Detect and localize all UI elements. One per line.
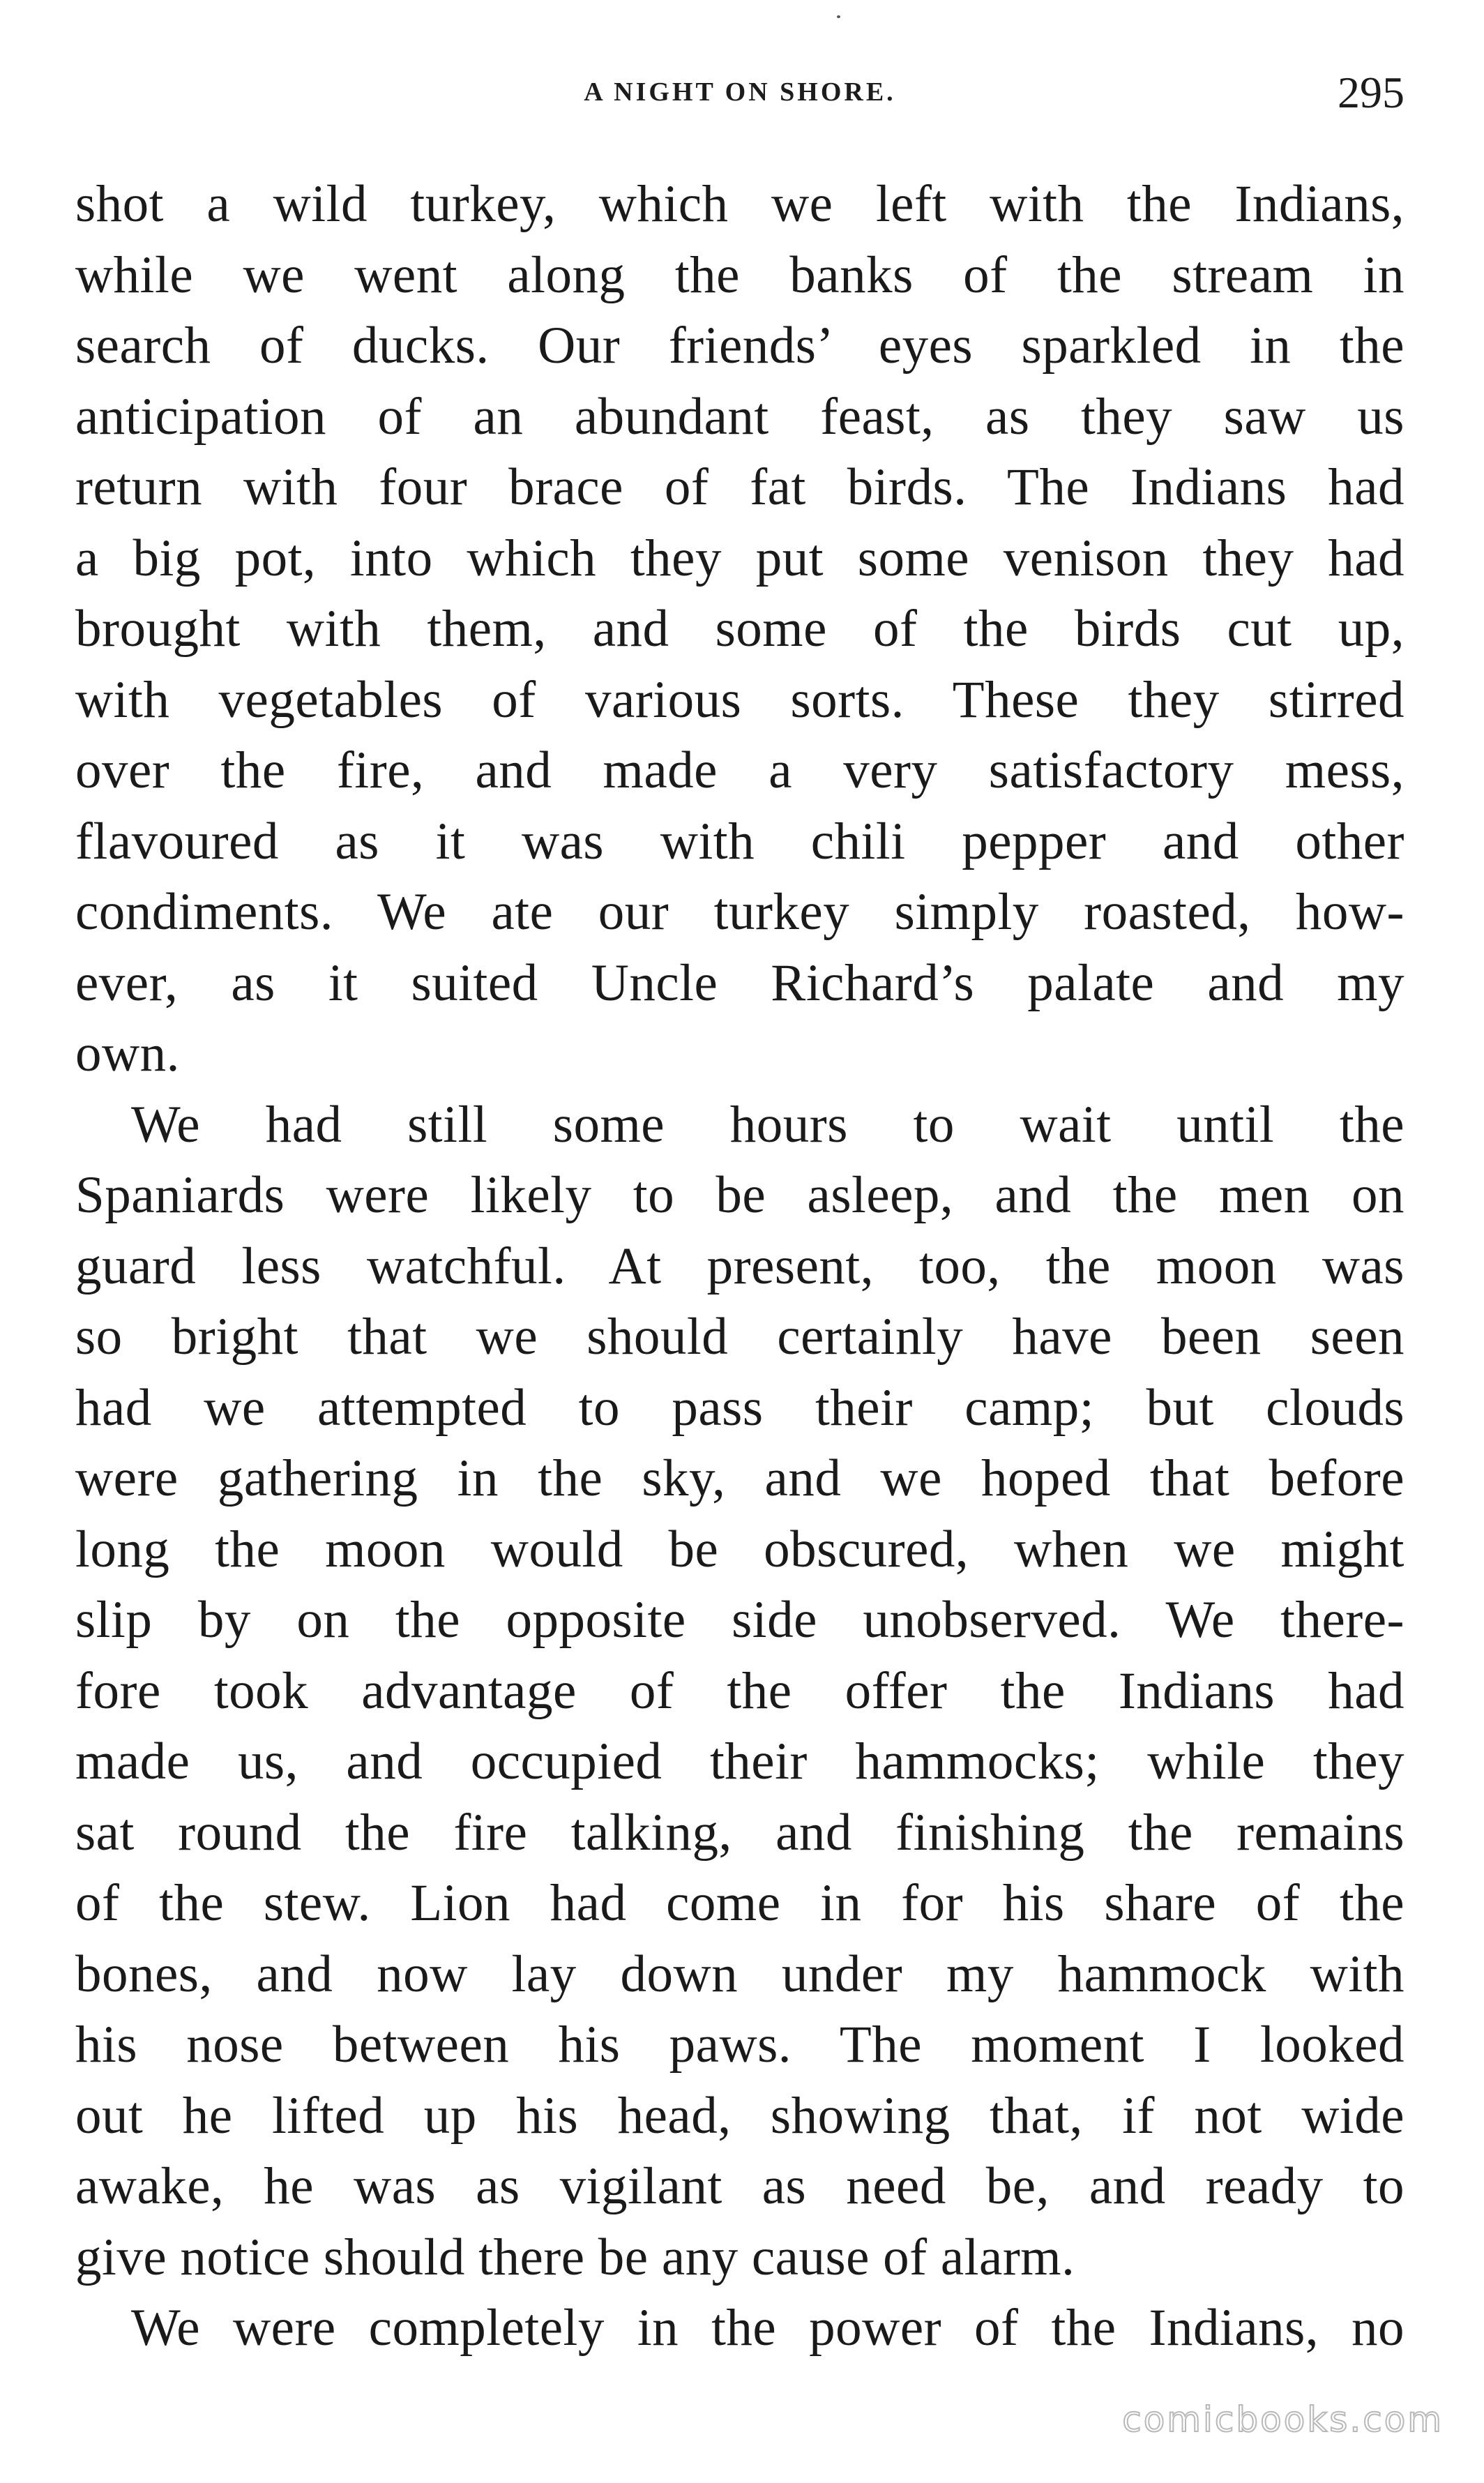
running-head bbox=[75, 67, 1404, 123]
text-line: Spaniards were likely to be asleep, and the men on bbox=[75, 1166, 1404, 1224]
text-line: anticipation of an abundant feast, as they saw us bbox=[75, 387, 1404, 446]
text-line: his nose between his paws. The moment I looked bbox=[75, 2016, 1404, 2074]
paragraph-3 bbox=[75, 2293, 1404, 2364]
text-line: We had still some hours to wait until the bbox=[131, 1095, 1404, 1154]
text-line: a big pot, into which they put some venison they had bbox=[75, 529, 1404, 587]
text-line: awake, he was as vigilant as need be, and ready to bbox=[75, 2157, 1404, 2215]
paragraph-1 bbox=[75, 169, 1404, 1089]
body-text bbox=[75, 169, 1404, 2364]
text-line: We were completely in the power of the Indians, no bbox=[131, 2299, 1404, 2357]
text-line: give notice should there be any cause of alarm. bbox=[75, 2228, 1075, 2286]
text-line: were gathering in the sky, and we hoped that before bbox=[75, 1449, 1404, 1507]
text-line: long the moon would be obscured, when we might bbox=[75, 1520, 1404, 1578]
text-line: return with four brace of fat birds. The Indians had bbox=[75, 458, 1404, 516]
print-speck bbox=[837, 15, 840, 18]
text-line: ever, as it suited Uncle Richard’s palate and my bbox=[75, 953, 1404, 1012]
text-line: flavoured as it was with chili pepper and other bbox=[75, 812, 1404, 870]
text-line: brought with them, and some of the birds cut up, bbox=[75, 600, 1404, 658]
text-line: with vegetables of various sorts. These they stirred bbox=[75, 670, 1404, 729]
running-title: A NIGHT ON SHORE. bbox=[584, 77, 896, 107]
paragraph-2 bbox=[75, 1089, 1404, 2293]
text-line: condiments. We ate our turkey simply roasted, how- bbox=[75, 883, 1404, 941]
site-watermark: comicbooks.com bbox=[1122, 2399, 1444, 2440]
text-line: over the fire, and made a very satisfactory mess, bbox=[75, 741, 1404, 799]
text-line: slip by on the opposite side unobserved. We there- bbox=[75, 1591, 1404, 1649]
text-line: own. bbox=[75, 1025, 180, 1082]
text-line: so bright that we should certainly have been seen bbox=[75, 1308, 1404, 1366]
page-number: 295 bbox=[1338, 68, 1404, 117]
text-line: guard less watchful. At present, too, the moon was bbox=[75, 1237, 1404, 1295]
text-line: search of ducks. Our friends’ eyes sparkled in the bbox=[75, 317, 1404, 375]
text-line: fore took advantage of the offer the Indians had bbox=[75, 1661, 1404, 1720]
text-line: sat round the fire talking, and finishing the remains bbox=[75, 1803, 1404, 1862]
text-line: had we attempted to pass their camp; but clouds bbox=[75, 1378, 1404, 1437]
text-line: shot a wild turkey, which we left with the Indians, bbox=[75, 175, 1404, 233]
text-line: made us, and occupied their hammocks; while they bbox=[75, 1733, 1404, 1790]
text-line: while we went along the banks of the stream in bbox=[75, 246, 1404, 304]
text-line: of the stew. Lion had come in for his share of the bbox=[75, 1874, 1404, 1932]
text-line: bones, and now lay down under my hammock with bbox=[75, 1945, 1404, 2003]
text-line: out he lifted up his head, showing that, if not wide bbox=[75, 2086, 1404, 2145]
